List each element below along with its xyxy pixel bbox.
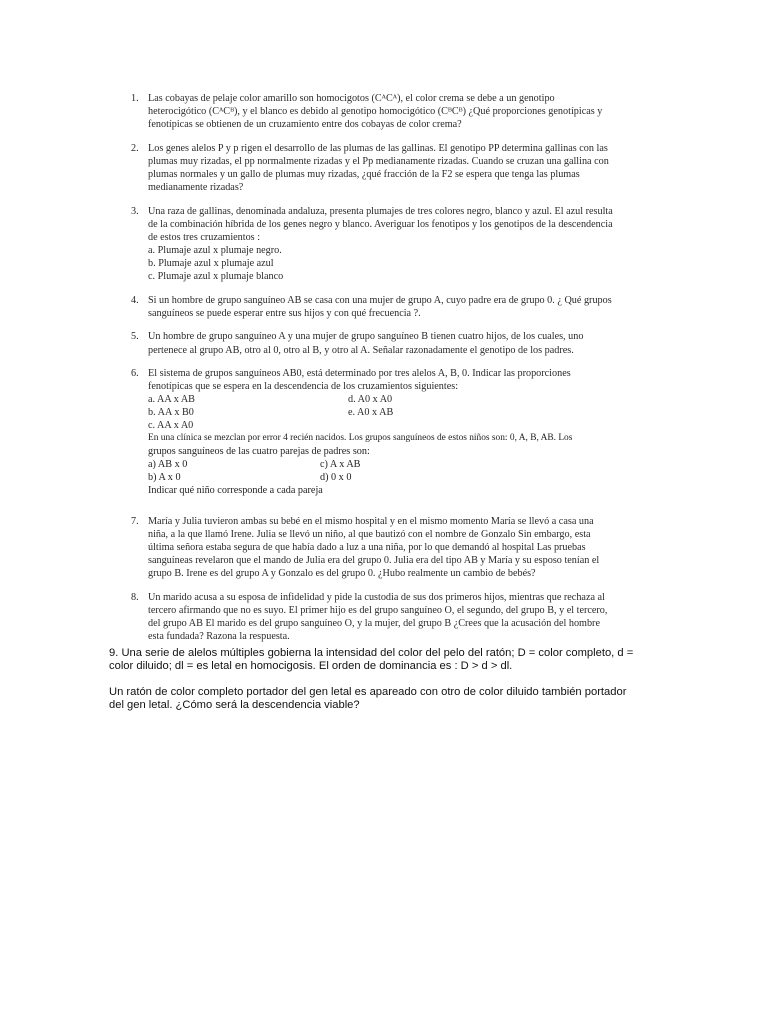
cross-option: a. AA x AB <box>148 394 195 406</box>
question-number: 6. <box>131 368 139 380</box>
question-number: 1. <box>131 93 139 104</box>
cross-option: d. A0 x A0 <box>348 394 393 406</box>
question-line: fenotípicas que se espera en la descendencia de los cruzamientos siguientes: <box>148 381 459 393</box>
question-line: grupo B. Irene es del grupo A y Gonzalo es del grupo 0. ¿Hubo realmente un cambio de bebés? <box>148 568 536 580</box>
clinic-note <box>148 432 638 497</box>
question-line: del grupo AB El marido es del grupo sanguíneo O, y la mujer, del grupo B ¿Crees que la acusación del hombre <box>148 618 600 630</box>
question-5 <box>130 330 638 356</box>
question-7 <box>130 515 638 580</box>
question-line: sanguíneos se puede esperar entre sus hijos y con qué frecuencia ?. <box>148 307 421 319</box>
parent-pair-option: b) A x 0 <box>148 471 181 483</box>
question-6 <box>130 367 638 432</box>
question-line: El sistema de grupos sanguíneos AB0, está determinado por tres alelos A, B, 0. Indicar las proporciones <box>148 368 571 380</box>
question-line: plumas muy rizadas, el pp normalmente rizadas y el Pp medianamente rizadas. Cuando se cruzan una gallina con <box>148 155 609 167</box>
cross-option: e. A0 x AB <box>348 407 394 419</box>
note-closing: Indicar qué niño corresponde a cada pareja <box>148 484 323 496</box>
question-line: tercero afirmando que no es suyo. El primer hijo es del grupo sanguíneo O, el segundo, del grupo B, y el tercero, <box>148 605 608 617</box>
question-line: Un hombre de grupo sanguíneo A y una mujer de grupo sanguíneo B tienen cuatro hijos, de los cuales, uno <box>148 331 584 343</box>
question-number: 5. <box>131 331 139 343</box>
question-line: esta fundada? Razona la respuesta. <box>148 631 290 643</box>
question-line: fenotípicas se obtienen de un cruzamiento entre dos cobayas de color crema? <box>148 119 462 131</box>
question-line: niña, a la que llamó Irene. Julia se llevó un niño, al que bautizó con el nombre de Gonzalo Sin embargo, esta <box>148 529 591 541</box>
cross-option <box>348 419 548 432</box>
question-option: c. Plumaje azul x plumaje blanco <box>148 271 284 283</box>
question-option: a. Plumaje azul x plumaje negro. <box>148 244 282 256</box>
question-number: 3. <box>131 205 139 217</box>
question-3 <box>130 205 638 284</box>
question-line: heterocigótico (CᴬCᴮ), y el blanco es debido al genotipo homocigótico (CᴮCᴮ) ¿Qué proporciones genotípicas y <box>148 106 603 118</box>
typed-line: Un ratón de color completo portador del gen letal es apareado con otro de color diluido también portador <box>109 685 627 698</box>
question-4 <box>130 294 638 320</box>
cross-option: b. AA x B0 <box>148 407 194 419</box>
question-line: Una raza de gallinas, denominada andaluza, presenta plumajes de tres colores negro, blanco y azul. El azul resulta <box>148 205 613 217</box>
cross-option: c. AA x A0 <box>148 420 194 432</box>
question-line: Las cobayas de pelaje color amarillo son homocigotos (CᴬCᴬ), el color crema se debe a un genotipo <box>148 93 555 104</box>
typed-question-9 <box>109 647 669 725</box>
typed-line: color diluido; dl = es letal en homocigosis. El orden de dominancia es : D > d > dl. <box>109 660 513 673</box>
question-line: Un marido acusa a su esposa de infidelidad y pide la custodia de sus dos primeros hijos, mientras que rechaza al <box>148 592 605 603</box>
question-8 <box>130 591 638 643</box>
question-line: de la combinación híbrida de los genes negro y blanco. Averiguar los fenotipos y los genotipos de la descendencia <box>148 218 613 230</box>
question-line: María y Julia tuvieron ambas su bebé en el mismo hospital y en el mismo momento María se llevó a casa una <box>148 516 594 528</box>
parent-pair-option: a) AB x 0 <box>148 458 188 470</box>
question-1 <box>130 92 638 131</box>
question-line: Si un hombre de grupo sanguíneo AB se casa con una mujer de grupo A, cuyo padre era de grupo 0. ¿ Qué grupos <box>148 294 612 306</box>
scanned-exercise-sheet <box>130 92 638 654</box>
question-number: 2. <box>131 142 139 154</box>
question-line: sanguíneas revelaron que el mando de Julia era del grupo 0. Julia era del tipo AB y María y su esposo tenían el <box>148 555 600 567</box>
question-9-statement <box>109 647 669 674</box>
question-line: pertenece al grupo AB, otro al 0, otro al B, y otro al A. Señalar razonadamente el genotipo de los padres. <box>148 344 574 356</box>
question-option: b. Plumaje azul x plumaje azul <box>148 258 274 270</box>
question-line: plumas normales y un gallo de plumas muy rizadas, ¿qué fracción de la F2 se espera que tenga las plumas <box>148 168 580 180</box>
typed-line: del gen letal. ¿Cómo será la descendencia viable? <box>109 699 360 712</box>
question-line: medianamente rizadas? <box>148 182 244 194</box>
question-line: de estos tres cruzamientos : <box>148 231 261 243</box>
note-line: En una clínica se mezclan por error 4 recién nacidos. Los grupos sanguíneos de estos niños son: 0, A, B, AB. Los <box>148 432 573 443</box>
cross-options <box>148 393 638 432</box>
note-line: grupos sanguíneos de las cuatro parejas de padres son: <box>148 445 370 457</box>
question-9-prompt <box>109 686 669 713</box>
parent-pair-option: d) 0 x 0 <box>320 471 352 483</box>
parent-pair-option: c) A x AB <box>320 458 361 470</box>
parent-pair-options <box>148 458 638 484</box>
typed-line: 9. Una serie de alelos múltiples gobierna la intensidad del color del pelo del ratón; D = color completo, d = <box>109 647 634 659</box>
question-2 <box>130 142 638 194</box>
question-number: 7. <box>131 516 139 528</box>
question-number: 4. <box>131 294 139 306</box>
question-line: Los genes alelos P y p rigen el desarrollo de las plumas de las gallinas. El genotipo PP determina gallinas con las <box>148 142 608 154</box>
question-number: 8. <box>131 592 139 603</box>
question-line: última señora estaba segura de que había dado a luz a una niña, por lo que demandó al hospital Las pruebas <box>148 542 586 554</box>
